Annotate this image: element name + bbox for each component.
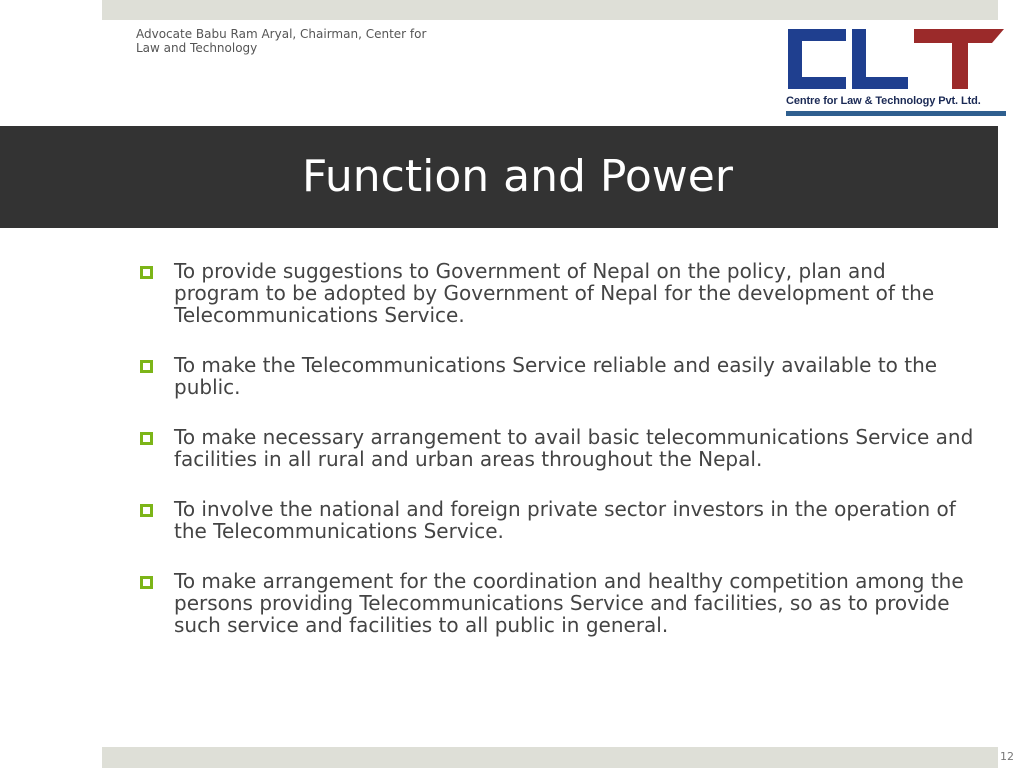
clt-logo [786, 27, 1008, 119]
bullet-item [136, 426, 976, 470]
square-bullet-icon [140, 266, 153, 279]
square-bullet-icon [140, 360, 153, 373]
bullet-text: To provide suggestions to Government of Nepal on the policy, plan and program to be adopted by Government of Nepal for the development of the Telecommunications Service. [174, 259, 935, 327]
slide-title: Function and Power [302, 151, 733, 202]
bullet-item [136, 260, 976, 326]
bullet-text: To make the Telecommunications Service reliable and easily available to the public. [174, 353, 938, 399]
clt-logo-mark [786, 27, 1008, 93]
top-band [102, 0, 998, 20]
logo-underline [786, 111, 1006, 116]
bullet-text: To make necessary arrangement to avail basic telecommunications Service and facilities in all rural and urban areas throughout the Nepal. [174, 425, 974, 471]
bullet-list [136, 260, 976, 664]
square-bullet-icon [140, 504, 153, 517]
bullet-item [136, 570, 976, 636]
square-bullet-icon [140, 576, 153, 589]
page-number: 12 [1000, 750, 1014, 763]
bottom-band [102, 747, 998, 768]
bullet-text: To make arrangement for the coordination and healthy competition among the persons providing Telecommunications Service and facilities, so as to provide such service and facilities to all public in general. [174, 569, 964, 637]
bullet-item [136, 354, 976, 398]
bullet-item [136, 498, 976, 542]
bullet-text: To involve the national and foreign private sector investors in the operation of the Telecommunications Service. [174, 497, 956, 543]
logo-caption: Centre for Law & Technology Pvt. Ltd. [786, 95, 981, 107]
square-bullet-icon [140, 432, 153, 445]
author-credit: Advocate Babu Ram Aryal, Chairman, Center for Law and Technology [136, 27, 427, 55]
